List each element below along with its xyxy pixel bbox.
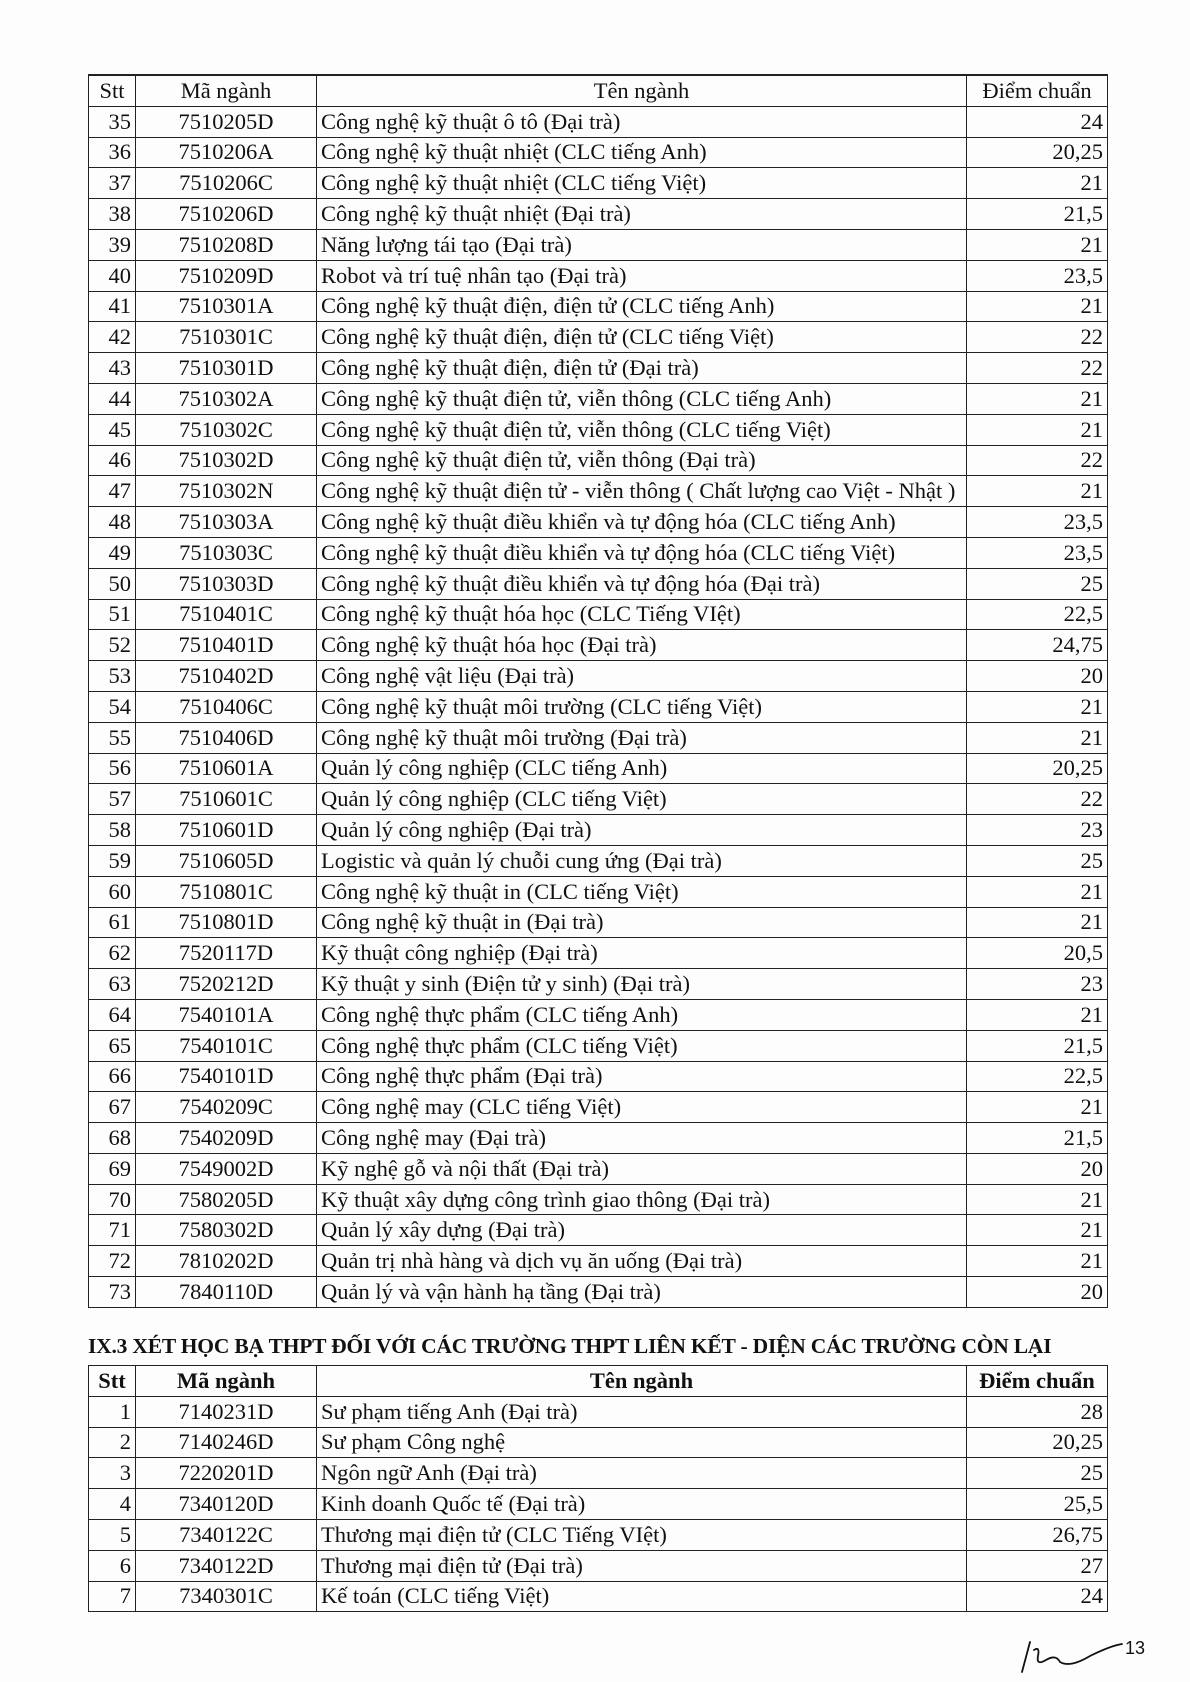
cell-name: Công nghệ may (Đại trà) bbox=[317, 1123, 967, 1154]
table-row bbox=[89, 1184, 1108, 1215]
cell-code: 7510206C bbox=[136, 168, 317, 199]
cell-stt: 7 bbox=[89, 1581, 136, 1612]
cell-code: 7510401C bbox=[136, 599, 317, 630]
table-row bbox=[89, 845, 1108, 876]
cell-score: 23 bbox=[967, 815, 1108, 846]
cell-code: 7510302N bbox=[136, 476, 317, 507]
table-row bbox=[89, 568, 1108, 599]
cell-name: Công nghệ kỹ thuật điều khiển và tự động hóa (CLC tiếng Việt) bbox=[317, 537, 967, 568]
table-row bbox=[89, 1458, 1108, 1489]
cell-score: 20,5 bbox=[967, 938, 1108, 969]
cell-code: 7540101D bbox=[136, 1061, 317, 1092]
header-score: Điểm chuẩn bbox=[967, 1366, 1108, 1397]
table-row bbox=[89, 199, 1108, 230]
table-row bbox=[89, 1396, 1108, 1427]
cell-score: 20,25 bbox=[967, 1427, 1108, 1458]
cell-score: 22,5 bbox=[967, 1061, 1108, 1092]
cell-stt: 53 bbox=[89, 661, 136, 692]
cell-name: Quản lý xây dựng (Đại trà) bbox=[317, 1215, 967, 1246]
cell-name: Công nghệ kỹ thuật hóa học (CLC Tiếng VIệt) bbox=[317, 599, 967, 630]
table-row bbox=[89, 1519, 1108, 1550]
cell-score: 21 bbox=[967, 691, 1108, 722]
cell-score: 28 bbox=[967, 1396, 1108, 1427]
cell-score: 21 bbox=[967, 907, 1108, 938]
cell-stt: 67 bbox=[89, 1092, 136, 1123]
cell-stt: 52 bbox=[89, 630, 136, 661]
cell-stt: 44 bbox=[89, 383, 136, 414]
table-row bbox=[89, 907, 1108, 938]
cell-score: 26,75 bbox=[967, 1519, 1108, 1550]
cell-code: 7510206A bbox=[136, 137, 317, 168]
cell-name: Công nghệ kỹ thuật điện tử, viễn thông (CLC tiếng Việt) bbox=[317, 414, 967, 445]
cell-name: Quản lý công nghiệp (Đại trà) bbox=[317, 815, 967, 846]
header-name: Tên ngành bbox=[317, 1366, 967, 1397]
cell-score: 21 bbox=[967, 291, 1108, 322]
cell-stt: 72 bbox=[89, 1246, 136, 1277]
table-row bbox=[89, 260, 1108, 291]
cell-score: 21,5 bbox=[967, 1123, 1108, 1154]
header-code: Mã ngành bbox=[136, 75, 317, 106]
cell-code: 7510302C bbox=[136, 414, 317, 445]
cell-score: 22 bbox=[967, 784, 1108, 815]
cell-stt: 47 bbox=[89, 476, 136, 507]
cell-stt: 65 bbox=[89, 1030, 136, 1061]
cell-score: 21 bbox=[967, 168, 1108, 199]
cell-score: 27 bbox=[967, 1550, 1108, 1581]
cell-stt: 51 bbox=[89, 599, 136, 630]
cell-code: 7810202D bbox=[136, 1246, 317, 1277]
cell-name: Công nghệ kỹ thuật điện tử - viễn thông ( Chất lượng cao Việt - Nhật ) bbox=[317, 476, 967, 507]
table-row bbox=[89, 1030, 1108, 1061]
cell-name: Kinh doanh Quốc tế (Đại trà) bbox=[317, 1489, 967, 1520]
cell-code: 7580302D bbox=[136, 1215, 317, 1246]
cell-name: Sư phạm tiếng Anh (Đại trà) bbox=[317, 1396, 967, 1427]
cell-name: Công nghệ kỹ thuật nhiệt (CLC tiếng Anh) bbox=[317, 137, 967, 168]
cell-score: 21 bbox=[967, 383, 1108, 414]
cell-score: 24 bbox=[967, 106, 1108, 137]
cell-stt: 55 bbox=[89, 722, 136, 753]
cell-code: 7540101C bbox=[136, 1030, 317, 1061]
table-row bbox=[89, 322, 1108, 353]
cell-name: Quản lý công nghiệp (CLC tiếng Anh) bbox=[317, 753, 967, 784]
cell-name: Công nghệ kỹ thuật in (CLC tiếng Việt) bbox=[317, 876, 967, 907]
cell-code: 7340120D bbox=[136, 1489, 317, 1520]
cell-name: Công nghệ kỹ thuật điều khiển và tự động hóa (CLC tiếng Anh) bbox=[317, 507, 967, 538]
cell-stt: 45 bbox=[89, 414, 136, 445]
cell-code: 7340122D bbox=[136, 1550, 317, 1581]
header-stt: Stt bbox=[89, 1366, 136, 1397]
cell-stt: 71 bbox=[89, 1215, 136, 1246]
cell-stt: 54 bbox=[89, 691, 136, 722]
cell-name: Kỹ nghệ gỗ và nội thất (Đại trà) bbox=[317, 1153, 967, 1184]
table-row bbox=[89, 753, 1108, 784]
cell-score: 20 bbox=[967, 1277, 1108, 1308]
cell-name: Ngôn ngữ Anh (Đại trà) bbox=[317, 1458, 967, 1489]
cell-name: Quản trị nhà hàng và dịch vụ ăn uống (Đại trà) bbox=[317, 1246, 967, 1277]
cell-code: 7510208D bbox=[136, 229, 317, 260]
table-row bbox=[89, 815, 1108, 846]
cell-stt: 48 bbox=[89, 507, 136, 538]
table-row bbox=[89, 1153, 1108, 1184]
cell-name: Công nghệ kỹ thuật ô tô (Đại trà) bbox=[317, 106, 967, 137]
cell-code: 7510801C bbox=[136, 876, 317, 907]
cell-code: 7510401D bbox=[136, 630, 317, 661]
cell-code: 7840110D bbox=[136, 1277, 317, 1308]
admission-score-table bbox=[88, 74, 1108, 1308]
table-row bbox=[89, 1092, 1108, 1123]
table-row bbox=[89, 1215, 1108, 1246]
table-row bbox=[89, 445, 1108, 476]
cell-stt: 6 bbox=[89, 1550, 136, 1581]
cell-stt: 35 bbox=[89, 106, 136, 137]
table-row bbox=[89, 938, 1108, 969]
cell-score: 20,25 bbox=[967, 753, 1108, 784]
table-row bbox=[89, 630, 1108, 661]
cell-name: Công nghệ vật liệu (Đại trà) bbox=[317, 661, 967, 692]
cell-name: Quản lý công nghiệp (CLC tiếng Việt) bbox=[317, 784, 967, 815]
cell-stt: 60 bbox=[89, 876, 136, 907]
table-row bbox=[89, 507, 1108, 538]
cell-code: 7540209C bbox=[136, 1092, 317, 1123]
cell-code: 7510209D bbox=[136, 260, 317, 291]
cell-name: Công nghệ kỹ thuật điện tử, viễn thông (CLC tiếng Anh) bbox=[317, 383, 967, 414]
header-name: Tên ngành bbox=[317, 75, 967, 106]
cell-score: 24 bbox=[967, 1581, 1108, 1612]
cell-name: Kỹ thuật y sinh (Điện tử y sinh) (Đại trà) bbox=[317, 969, 967, 1000]
cell-score: 22 bbox=[967, 353, 1108, 384]
cell-score: 21 bbox=[967, 1246, 1108, 1277]
table-row bbox=[89, 476, 1108, 507]
table-row bbox=[89, 1123, 1108, 1154]
cell-name: Năng lượng tái tạo (Đại trà) bbox=[317, 229, 967, 260]
cell-stt: 46 bbox=[89, 445, 136, 476]
cell-name: Kỹ thuật công nghiệp (Đại trà) bbox=[317, 938, 967, 969]
cell-score: 21,5 bbox=[967, 199, 1108, 230]
table-row bbox=[89, 876, 1108, 907]
table-row bbox=[89, 291, 1108, 322]
cell-code: 7140246D bbox=[136, 1427, 317, 1458]
cell-name: Công nghệ may (CLC tiếng Việt) bbox=[317, 1092, 967, 1123]
cell-code: 7520117D bbox=[136, 938, 317, 969]
cell-name: Thương mại điện tử (Đại trà) bbox=[317, 1550, 967, 1581]
cell-name: Công nghệ kỹ thuật điều khiển và tự động hóa (Đại trà) bbox=[317, 568, 967, 599]
table-row bbox=[89, 537, 1108, 568]
cell-stt: 39 bbox=[89, 229, 136, 260]
cell-score: 23 bbox=[967, 969, 1108, 1000]
cell-name: Công nghệ kỹ thuật điện, điện tử (CLC tiếng Anh) bbox=[317, 291, 967, 322]
cell-code: 7540209D bbox=[136, 1123, 317, 1154]
cell-stt: 4 bbox=[89, 1489, 136, 1520]
table-row bbox=[89, 383, 1108, 414]
cell-code: 7549002D bbox=[136, 1153, 317, 1184]
cell-stt: 63 bbox=[89, 969, 136, 1000]
cell-code: 7510601A bbox=[136, 753, 317, 784]
cell-code: 7510406C bbox=[136, 691, 317, 722]
cell-name: Công nghệ thực phẩm (Đại trà) bbox=[317, 1061, 967, 1092]
cell-code: 7580205D bbox=[136, 1184, 317, 1215]
cell-code: 7510303D bbox=[136, 568, 317, 599]
cell-code: 7340122C bbox=[136, 1519, 317, 1550]
table-row bbox=[89, 784, 1108, 815]
table-row bbox=[89, 691, 1108, 722]
cell-code: 7510301A bbox=[136, 291, 317, 322]
section-heading: IX.3 XÉT HỌC BẠ THPT ĐỐI VỚI CÁC TRƯỜNG THPT LIÊN KẾT - DIỆN CÁC TRƯỜNG CÒN LẠI bbox=[88, 1334, 1052, 1358]
table-row bbox=[89, 722, 1108, 753]
cell-name: Công nghệ kỹ thuật nhiệt (Đại trà) bbox=[317, 199, 967, 230]
cell-code: 7510302D bbox=[136, 445, 317, 476]
cell-stt: 56 bbox=[89, 753, 136, 784]
cell-score: 21 bbox=[967, 876, 1108, 907]
cell-code: 7510601C bbox=[136, 784, 317, 815]
page-number: 13 bbox=[1125, 1638, 1146, 1658]
cell-name: Kế toán (CLC tiếng Việt) bbox=[317, 1581, 967, 1612]
cell-stt: 42 bbox=[89, 322, 136, 353]
cell-stt: 70 bbox=[89, 1184, 136, 1215]
cell-code: 7510801D bbox=[136, 907, 317, 938]
cell-score: 21 bbox=[967, 1184, 1108, 1215]
header-score: Điểm chuẩn bbox=[967, 75, 1108, 106]
cell-score: 23,5 bbox=[967, 507, 1108, 538]
cell-stt: 41 bbox=[89, 291, 136, 322]
cell-name: Công nghệ kỹ thuật in (Đại trà) bbox=[317, 907, 967, 938]
cell-code: 7140231D bbox=[136, 1396, 317, 1427]
table-row bbox=[89, 1489, 1108, 1520]
cell-score: 23,5 bbox=[967, 537, 1108, 568]
cell-score: 22 bbox=[967, 322, 1108, 353]
table-row bbox=[89, 999, 1108, 1030]
table-row bbox=[89, 1277, 1108, 1308]
cell-stt: 59 bbox=[89, 845, 136, 876]
cell-score: 21 bbox=[967, 999, 1108, 1030]
cell-stt: 43 bbox=[89, 353, 136, 384]
table-header-row bbox=[89, 75, 1108, 106]
cell-code: 7220201D bbox=[136, 1458, 317, 1489]
table-row bbox=[89, 1550, 1108, 1581]
cell-score: 21 bbox=[967, 722, 1108, 753]
cell-stt: 57 bbox=[89, 784, 136, 815]
cell-score: 21 bbox=[967, 1092, 1108, 1123]
cell-score: 21 bbox=[967, 414, 1108, 445]
cell-name: Công nghệ thực phẩm (CLC tiếng Anh) bbox=[317, 999, 967, 1030]
table-row bbox=[89, 1246, 1108, 1277]
cell-score: 20,25 bbox=[967, 137, 1108, 168]
cell-score: 21,5 bbox=[967, 1030, 1108, 1061]
cell-code: 7510302A bbox=[136, 383, 317, 414]
cell-code: 7510402D bbox=[136, 661, 317, 692]
cell-stt: 36 bbox=[89, 137, 136, 168]
cell-score: 23,5 bbox=[967, 260, 1108, 291]
cell-score: 25 bbox=[967, 845, 1108, 876]
table-row bbox=[89, 1427, 1108, 1458]
cell-code: 7510301C bbox=[136, 322, 317, 353]
table-row bbox=[89, 969, 1108, 1000]
table-row bbox=[89, 106, 1108, 137]
cell-code: 7510303C bbox=[136, 537, 317, 568]
cell-code: 7510406D bbox=[136, 722, 317, 753]
cell-stt: 1 bbox=[89, 1396, 136, 1427]
cell-name: Công nghệ kỹ thuật nhiệt (CLC tiếng Việt) bbox=[317, 168, 967, 199]
cell-name: Công nghệ kỹ thuật điện, điện tử (Đại trà) bbox=[317, 353, 967, 384]
cell-stt: 5 bbox=[89, 1519, 136, 1550]
cell-name: Quản lý và vận hành hạ tầng (Đại trà) bbox=[317, 1277, 967, 1308]
cell-score: 20 bbox=[967, 661, 1108, 692]
cell-stt: 50 bbox=[89, 568, 136, 599]
cell-score: 25 bbox=[967, 568, 1108, 599]
cell-code: 7510605D bbox=[136, 845, 317, 876]
cell-stt: 40 bbox=[89, 260, 136, 291]
cell-code: 7520212D bbox=[136, 969, 317, 1000]
cell-code: 7510206D bbox=[136, 199, 317, 230]
cell-name: Công nghệ kỹ thuật hóa học (Đại trà) bbox=[317, 630, 967, 661]
cell-stt: 62 bbox=[89, 938, 136, 969]
cell-name: Công nghệ kỹ thuật điện, điện tử (CLC tiếng Việt) bbox=[317, 322, 967, 353]
cell-name: Công nghệ kỹ thuật điện tử, viễn thông (Đại trà) bbox=[317, 445, 967, 476]
cell-name: Sư phạm Công nghệ bbox=[317, 1427, 967, 1458]
table-row bbox=[89, 1061, 1108, 1092]
table-header-row bbox=[89, 1366, 1108, 1397]
table-row bbox=[89, 661, 1108, 692]
cell-stt: 2 bbox=[89, 1427, 136, 1458]
cell-score: 20 bbox=[967, 1153, 1108, 1184]
cell-name: Công nghệ kỹ thuật môi trường (CLC tiếng Việt) bbox=[317, 691, 967, 722]
cell-stt: 37 bbox=[89, 168, 136, 199]
table-body bbox=[89, 106, 1108, 1307]
table-row bbox=[89, 353, 1108, 384]
cell-score: 21 bbox=[967, 476, 1108, 507]
cell-stt: 49 bbox=[89, 537, 136, 568]
cell-code: 7510301D bbox=[136, 353, 317, 384]
table-row bbox=[89, 229, 1108, 260]
cell-name: Robot và trí tuệ nhân tạo (Đại trà) bbox=[317, 260, 967, 291]
cell-stt: 3 bbox=[89, 1458, 136, 1489]
cell-score: 21 bbox=[967, 229, 1108, 260]
cell-score: 21 bbox=[967, 1215, 1108, 1246]
cell-score: 25 bbox=[967, 1458, 1108, 1489]
cell-stt: 66 bbox=[89, 1061, 136, 1092]
header-code: Mã ngành bbox=[136, 1366, 317, 1397]
cell-name: Logistic và quản lý chuỗi cung ứng (Đại trà) bbox=[317, 845, 967, 876]
header-stt: Stt bbox=[89, 75, 136, 106]
cell-code: 7510303A bbox=[136, 507, 317, 538]
cell-score: 25,5 bbox=[967, 1489, 1108, 1520]
cell-score: 22,5 bbox=[967, 599, 1108, 630]
table-row bbox=[89, 168, 1108, 199]
table-row bbox=[89, 414, 1108, 445]
cell-stt: 68 bbox=[89, 1123, 136, 1154]
cell-score: 22 bbox=[967, 445, 1108, 476]
cell-code: 7340301C bbox=[136, 1581, 317, 1612]
cell-name: Thương mại điện tử (CLC Tiếng VIệt) bbox=[317, 1519, 967, 1550]
cell-stt: 73 bbox=[89, 1277, 136, 1308]
cell-code: 7510601D bbox=[136, 815, 317, 846]
table-row bbox=[89, 1581, 1108, 1612]
cell-code: 7510205D bbox=[136, 106, 317, 137]
cell-code: 7540101A bbox=[136, 999, 317, 1030]
table-body bbox=[89, 1396, 1108, 1612]
transcript-score-table bbox=[88, 1365, 1108, 1612]
cell-stt: 38 bbox=[89, 199, 136, 230]
cell-name: Kỹ thuật xây dựng công trình giao thông (Đại trà) bbox=[317, 1184, 967, 1215]
cell-stt: 64 bbox=[89, 999, 136, 1030]
table-row bbox=[89, 599, 1108, 630]
cell-stt: 69 bbox=[89, 1153, 136, 1184]
cell-name: Công nghệ thực phẩm (CLC tiếng Việt) bbox=[317, 1030, 967, 1061]
table-row bbox=[89, 137, 1108, 168]
cell-stt: 58 bbox=[89, 815, 136, 846]
cell-name: Công nghệ kỹ thuật môi trường (Đại trà) bbox=[317, 722, 967, 753]
cell-stt: 61 bbox=[89, 907, 136, 938]
cell-score: 24,75 bbox=[967, 630, 1108, 661]
